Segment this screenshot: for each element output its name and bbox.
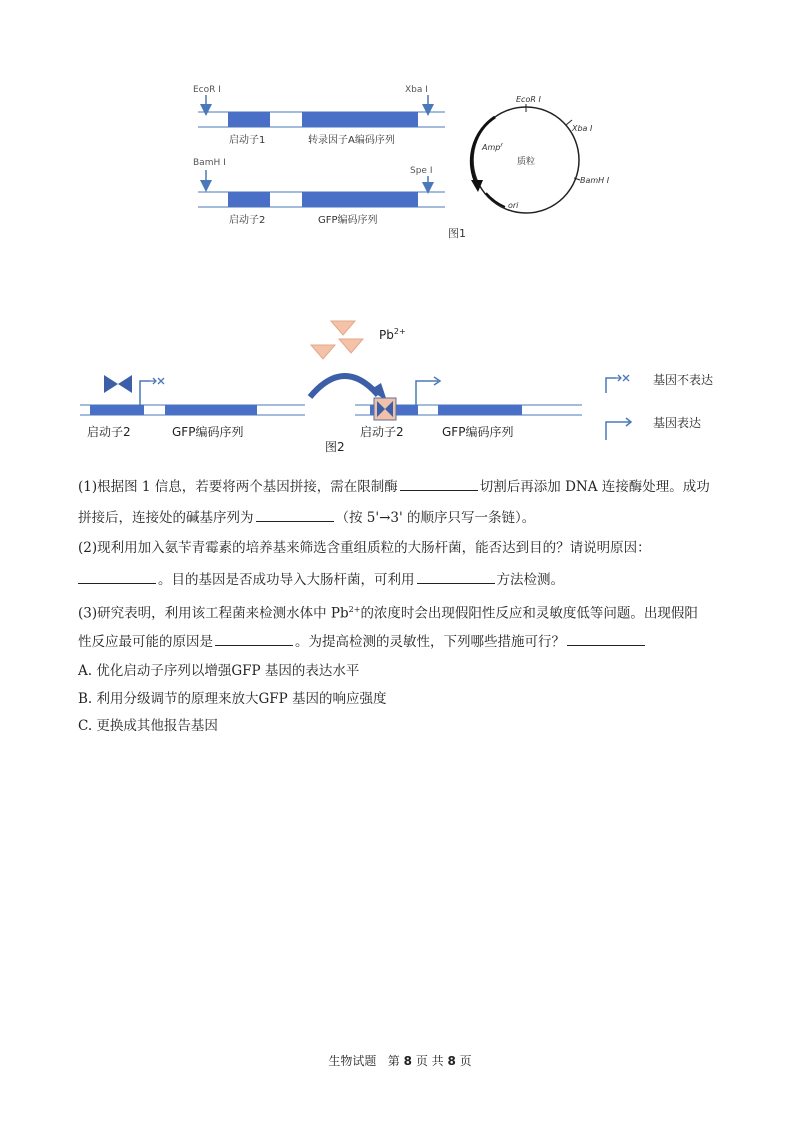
legend-express-icon	[606, 422, 630, 440]
left-promoter-block	[90, 405, 144, 415]
answer-blank[interactable]	[417, 569, 495, 584]
figures	[0, 0, 800, 470]
promoter1-block	[228, 112, 270, 127]
legend-no-express-icon	[606, 378, 616, 393]
answer-blank[interactable]	[256, 507, 334, 522]
left-promoter-label: 启动子2	[87, 425, 131, 439]
xbai-site-label: Xba Ⅰ	[405, 85, 428, 95]
answer-blank[interactable]	[400, 476, 478, 491]
figure1-gene1	[193, 85, 445, 146]
promoter2-label: 启动子2	[229, 215, 266, 226]
right-promoter-label: 启动子2	[360, 425, 404, 439]
figure2	[80, 321, 713, 454]
option-c: C. 更换成其他报告基因	[78, 718, 218, 734]
promoter1-label: 启动子1	[229, 135, 266, 146]
page-footer: 生物试题 第 8 页 共 8 页	[328, 1054, 472, 1068]
gfp-coding-block	[302, 192, 418, 207]
option-b: B. 利用分级调节的原理来放大GFP 基因的响应强度	[78, 691, 387, 707]
pb-ion-triangle-icon	[339, 339, 363, 353]
question-2-line-1: (2)现利用加入氨苄青霉素的培养基来筛选含重组质粒的大肠杆菌，能否达到目的？请说明原因：	[78, 540, 651, 556]
blocked-transcription-icon	[140, 381, 150, 405]
amp-label: Amp$^r$	[482, 142, 503, 152]
question-3-line-1: (3)研究表明，利用该工程菌来检测水体中 $Pb^{2+}$的浓度时会出现假阳性反应和灵敏度低等问题。出现假阳	[78, 605, 698, 622]
answer-blank[interactable]	[215, 631, 293, 646]
plasmid-diagram	[471, 95, 610, 213]
answer-blank[interactable]	[567, 631, 645, 646]
promoter2-block	[228, 192, 270, 207]
bamhi-site-label: BamH Ⅰ	[193, 158, 226, 168]
question-3-line-2: 性反应最可能的原因是 。为提高检测的灵敏性，下列哪些措施可行？	[78, 631, 647, 652]
pb-ion-triangle-icon	[311, 345, 335, 359]
option-a: A. 优化启动子序列以增强GFP 基因的表达水平	[78, 663, 360, 679]
legend-express-label: 基因表达	[653, 416, 702, 430]
right-gfp-label: GFP编码序列	[442, 425, 514, 439]
right-gfp-block	[438, 405, 522, 415]
answer-blank[interactable]	[78, 569, 156, 584]
tf-a-coding-block	[302, 112, 418, 127]
figure1-gene2	[193, 158, 445, 226]
transition-arrow-icon	[310, 376, 378, 397]
pb-ion-triangle-icon	[331, 321, 355, 335]
question-1-line-2: 拼接后，连接处的碱基序列为 （按 5'→3' 的顺序只写一条链）。	[78, 507, 535, 528]
spei-site-label: Spe Ⅰ	[410, 166, 433, 176]
ori-label: ori	[508, 201, 519, 210]
left-gfp-block	[165, 405, 257, 415]
figure1-caption: 图1	[448, 227, 466, 240]
pb-ion-label: $Pb^{2+}$	[379, 327, 406, 342]
plasmid-site2-label: Xba Ⅰ	[572, 124, 593, 133]
ecori-site-label: EcoR Ⅰ	[193, 85, 221, 95]
amp-arrow-icon	[471, 180, 483, 192]
question-2-line-2: 。目的基因是否成功导入大肠杆菌，可利用 方法检测。	[78, 569, 564, 590]
plasmid-site1-label: EcoR Ⅰ	[516, 95, 541, 104]
tf-a-coding-label: 转录因子A编码序列	[308, 135, 395, 146]
left-gfp-label: GFP编码序列	[172, 425, 244, 439]
gfp-coding-label: GFP编码序列	[318, 215, 378, 226]
question-1-line-1: (1)根据图 1 信息，若要将两个基因拼接，需在限制酶 切割后再添加 DNA 连接酶处理。成功	[78, 476, 710, 497]
repressor-bowtie-icon	[104, 375, 118, 393]
plasmid-site3-label: BamH Ⅰ	[580, 176, 610, 185]
figure2-caption: 图2	[325, 440, 345, 454]
legend-no-express-label: 基因不表达	[653, 373, 714, 387]
plasmid-center-label: 质粒	[517, 157, 536, 167]
ori-arc	[486, 193, 505, 207]
